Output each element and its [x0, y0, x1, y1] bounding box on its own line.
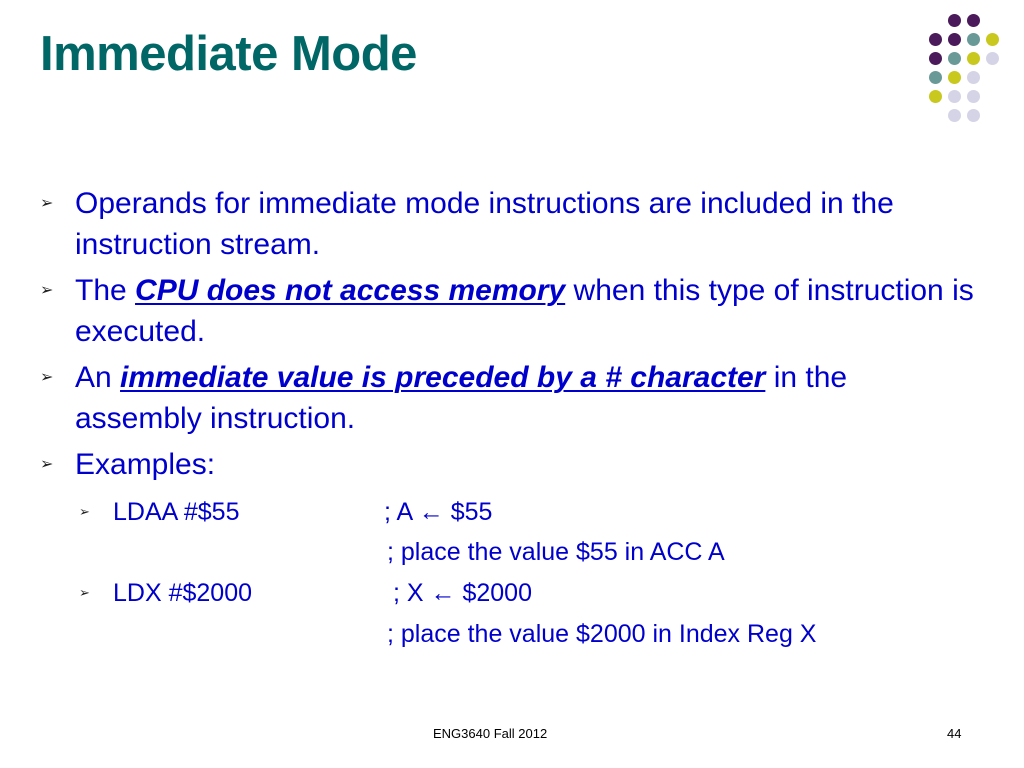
- bullet-arrow-icon: ➢: [40, 193, 54, 212]
- decorative-dot: [948, 90, 961, 103]
- left-arrow-icon: ←: [430, 579, 456, 607]
- example-item: [79, 495, 959, 535]
- bullet-text-part: in the assembly instruction.: [75, 361, 848, 435]
- bullet-text-part: Operands for immediate mode instructions are included in the instruction stream.: [75, 187, 894, 261]
- decorative-dot: [929, 71, 942, 84]
- comment-text: ; A: [384, 498, 419, 526]
- decorative-dot: [948, 71, 961, 84]
- example-note: ; place the value $55 in ACC A: [387, 538, 725, 566]
- bullet-text: [75, 270, 980, 352]
- decorative-dot: [967, 14, 980, 27]
- decorative-dot: [967, 90, 980, 103]
- bullet-arrow-icon: ➢: [40, 454, 54, 473]
- decorative-dot-grid: [929, 14, 1019, 134]
- example-comment: [393, 579, 532, 608]
- decorative-dot: [967, 71, 980, 84]
- bullet-text: [75, 444, 980, 485]
- bullet-text-part: An: [75, 361, 121, 394]
- sub-bullet-arrow-icon: ➢: [79, 586, 90, 601]
- emphasized-phrase: immediate value is preceded by a # character: [120, 361, 766, 394]
- decorative-dot: [929, 33, 942, 46]
- example-code: LDAA #$55: [113, 498, 240, 526]
- bullet-text: [75, 183, 980, 265]
- sub-bullet-arrow-icon: ➢: [79, 505, 90, 520]
- decorative-dot: [948, 33, 961, 46]
- left-arrow-icon: ←: [418, 498, 444, 526]
- decorative-dot: [929, 52, 942, 65]
- example-code: LDX #$2000: [113, 579, 253, 607]
- decorative-dot: [986, 33, 999, 46]
- bullet-text-part: Examples:: [75, 448, 216, 481]
- decorative-dot: [967, 109, 980, 122]
- decorative-dot: [929, 90, 942, 103]
- example-item: [79, 576, 959, 616]
- comment-text: $2000: [455, 579, 532, 607]
- comment-text: ; X: [393, 579, 431, 607]
- decorative-dot: [986, 52, 999, 65]
- example-note: ; place the value $2000 in Index Reg X: [387, 620, 817, 648]
- bullet-text-part: The: [75, 274, 136, 307]
- slide-title: Immediate Mode: [40, 27, 417, 81]
- comment-text: $55: [443, 498, 493, 526]
- bullet-text: [75, 357, 980, 439]
- bullet-arrow-icon: ➢: [40, 280, 54, 299]
- bullet-text-part: when this type of instruction is executed.: [75, 274, 974, 348]
- decorative-dot: [948, 52, 961, 65]
- decorative-dot: [967, 52, 980, 65]
- footer-course: ENG3640 Fall 2012: [433, 726, 548, 741]
- decorative-dot: [948, 14, 961, 27]
- emphasized-phrase: CPU does not access memory: [135, 274, 566, 307]
- bullet-arrow-icon: ➢: [40, 367, 54, 386]
- page-number: 44: [947, 726, 962, 741]
- decorative-dot: [948, 109, 961, 122]
- decorative-dot: [967, 33, 980, 46]
- example-comment: [384, 498, 492, 527]
